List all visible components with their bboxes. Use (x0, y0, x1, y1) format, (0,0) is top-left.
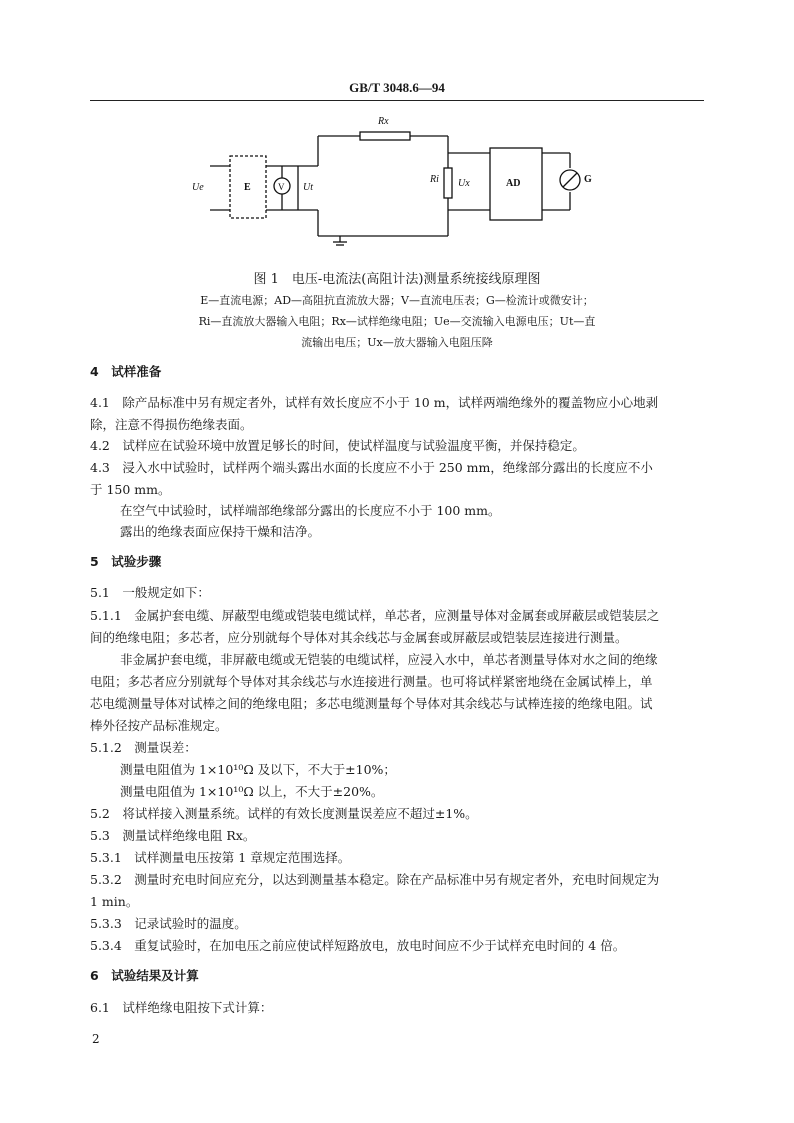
clause-5-1-2-item: 测量电阻值为 1×10¹⁰Ω 及以下，不大于±10%； (120, 762, 396, 777)
clause-5-1-2-item: 测量电阻值为 1×10¹⁰Ω 以上，不大于±20%。 (120, 784, 384, 799)
label-e: E (244, 182, 251, 193)
clause-6-1: 6.1 试样绝缘电阻按下式计算： (90, 1000, 273, 1015)
clause-5-2: 5.2 将试样接入测量系统。试样的有效长度测量误差应不超过±1%。 (90, 806, 478, 821)
clause-4-2: 4.2 试样应在试验环境中放置足够长的时间，使试样温度与试验温度平衡，并保持稳定。 (90, 438, 585, 453)
label-ux: Ux (458, 178, 470, 189)
clause-5-1-1-cont: 间的绝缘电阻；多芯者，应分别就每个导体对其余线芯与金属套或屏蔽层或铠装层连接进行测量。 (90, 630, 628, 645)
label-ut: Ut (303, 182, 313, 193)
page-number: 2 (92, 1032, 100, 1046)
ri-resistor (444, 168, 452, 198)
header-rule (90, 100, 704, 101)
label-ad: AD (506, 178, 521, 189)
figure-legend-line: Ri—直流放大器输入电阻；Rx—试样绝缘电阻；Ue—交流输入电源电压；Ut—直 (198, 315, 596, 328)
rx-resistor (360, 132, 410, 140)
clause-5-1-2: 5.1.2 测量误差： (90, 740, 197, 755)
page-header: GB/T 3048.6—94 (349, 80, 445, 95)
clause-5-3: 5.3 测量试样绝缘电阻 Rx。 (90, 828, 256, 843)
clause-4-3-cont: 于 150 mm。 (90, 482, 171, 497)
clause-5-3-2: 5.3.2 测量时充电时间应充分，以达到测量基本稳定。除在产品标准中另有规定者外，充电时间规定为 (90, 872, 660, 887)
clause-5-3-2-cont: 1 min。 (90, 894, 139, 909)
clause-4-1: 4.1 除产品标准中另有规定者外，试样有效长度应不小于 10 m，试样两端绝缘外的覆盖物应小心地剥 (90, 395, 659, 410)
label-rx: Rx (378, 116, 389, 127)
clause-4-1-cont: 除，注意不得损伤绝缘表面。 (90, 417, 253, 432)
figure-caption: 图 1 电压-电流法(高阻计法)测量系统接线原理图 (253, 272, 541, 287)
label-ri: Ri (430, 174, 439, 185)
clause-5-3-1: 5.3.1 试样测量电压按第 1 章规定范围选择。 (90, 850, 351, 865)
clause-5-1-1: 5.1.1 金属护套电缆、屏蔽型电缆或铠装电缆试样，单芯者，应测量导体对金属套或屏蔽层或铠装层之 (90, 608, 660, 623)
label-v: V (278, 182, 285, 192)
label-g: G (584, 174, 592, 185)
section-heading-4: 4 试样准备 (90, 364, 162, 379)
section-heading-5: 5 试验步骤 (90, 554, 162, 569)
clause-4-3-para: 在空气中试验时，试样端部绝缘部分露出的长度应不小于 100 mm。 (120, 503, 501, 518)
clause-5-1-1-para: 非金属护套电缆，非屏蔽电缆或无铠装的电缆试样，应浸入水中，单芯者测量导体对水之间的绝缘 (120, 652, 658, 667)
clause-5-1-1-cont: 棒外径按产品标准规定。 (90, 718, 228, 733)
clause-4-3: 4.3 浸入水中试验时，试样两个端头露出水面的长度应不小于 250 mm，绝缘部分露出的长度应不小 (90, 460, 653, 475)
clause-5-3-3: 5.3.3 记录试验时的温度。 (90, 916, 247, 931)
label-ue: Ue (192, 182, 204, 193)
figure-legend-line: 流输出电压；Ux—放大器输入电阻压降 (301, 336, 493, 349)
clause-5-1-1-cont: 电阻；多芯者应分别就每个导体对其余线芯与水连接进行测量。也可将试样紧密地绕在金属试棒上，单 (90, 674, 653, 689)
figure-legend-line: E—直流电源；AD—高阻抗直流放大器；V—直流电压表；G—检流计或微安计； (200, 294, 594, 307)
clause-5-1: 5.1 一般规定如下： (90, 585, 210, 600)
circuit-diagram (190, 108, 610, 248)
clause-4-3-para: 露出的绝缘表面应保持干燥和洁净。 (120, 524, 321, 539)
clause-5-3-4: 5.3.4 重复试验时，在加电压之前应使试样短路放电，放电时间应不少于试样充电时间的 4 倍。 (90, 938, 626, 953)
section-heading-6: 6 试验结果及计算 (90, 968, 199, 983)
clause-5-1-1-cont: 芯电缆测量导体对试棒之间的绝缘电阻；多芯电缆测量每个导体对其余线芯与试棒连接的绝缘电阻。试 (90, 696, 653, 711)
